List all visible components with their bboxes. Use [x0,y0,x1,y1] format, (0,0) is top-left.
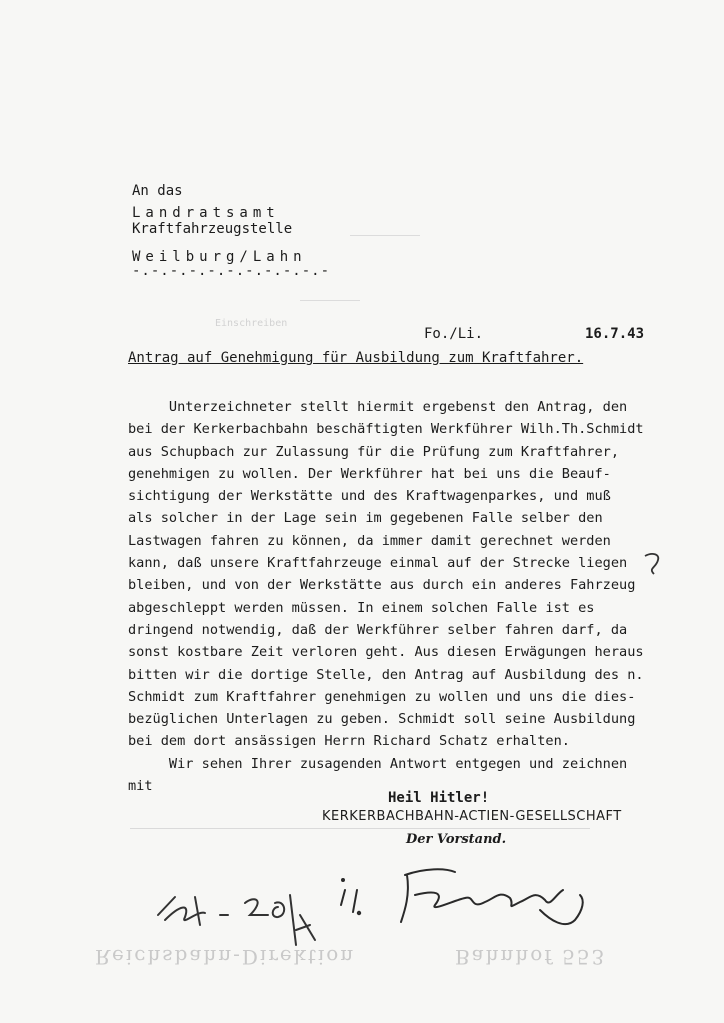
body-line: mit [128,778,153,795]
show-through-text [350,235,420,236]
body-line: dringend notwendig, daß der Werkführer selber fahren darf, da [128,621,628,638]
show-through-text [130,828,590,829]
company-stamp: KERKERBACHBAHN-ACTIEN-GESELLSCHAFT [322,809,622,824]
body-line: bei dem dort ansässigen Herrn Richard Schatz erhalten. [128,733,570,750]
show-through-stamp: Reichsbahn-Direktion [95,945,356,969]
show-through-text: Einschreiben [215,318,288,329]
letter-body [128,396,668,797]
handwritten-mark [640,548,670,578]
body-line: sonst kostbare Zeit verloren geht. Aus diesen Erwägungen heraus [128,644,644,661]
body-line: Schmidt zum Kraftfahrer genehmigen zu wollen und uns die dies- [128,688,636,705]
recipient-address [132,180,330,282]
body-line: kann, daß unsere Kraftfahrzeuge einmal auf der Strecke liegen [128,555,628,572]
body-line: bleiben, und von der Werkstätte aus durch ein anderes Fahrzeug [128,577,636,594]
recipient-office: Landratsamt [132,205,280,221]
body-line: als solcher in der Lage sein im gegebenen Falle selber den [128,510,603,527]
body-line: sichtigung der Werkstätte und des Kraftwagenparkes, und muß [128,488,611,505]
recipient-city: Weilburg/Lahn [132,249,307,265]
show-through-stamp: Bahnhof 553 [455,945,607,969]
reference-initials: Fo./Li. [424,326,484,342]
body-line: bei der Kerkerbachbahn beschäftigten Werkführer Wilh.Th.Schmidt [128,421,644,438]
body-line: aus Schupbach zur Zulassung für die Prüfung zum Kraftfahrer, [128,443,620,460]
closing-greeting: Heil Hitler! [388,790,490,806]
body-line: Wir sehen Ihrer zusagenden Antwort entgegen und zeichnen [128,755,628,772]
body-line: bezüglichen Unterlagen zu geben. Schmidt soll seine Ausbildung [128,711,636,728]
subject-line: Antrag auf Genehmigung für Ausbildung zum Kraftfahrer. [128,350,584,366]
recipient-underline: -.-.-.-.-.-.-.-.-.-.- [132,263,331,279]
recipient-line: An das [132,183,183,199]
body-line: Unterzeichneter stellt hiermit ergebenst den Antrag, den [128,399,628,415]
recipient-department: Kraftfahrzeugstelle [132,221,293,237]
body-line: bitten wir die dortige Stelle, den Antrag auf Ausbildung des n. [128,666,644,683]
body-line: Lastwagen fahren zu können, da immer damit gerechnet werden [128,532,611,549]
letter-date: 16.7.43 [585,326,645,342]
body-line: genehmigen zu wollen. Der Werkführer hat bei uns die Beauf- [128,465,611,482]
show-through-text [300,300,360,301]
handwritten-signature [335,850,595,940]
board-stamp: Der Vorstand. [406,832,507,847]
body-line: abgeschleppt werden müssen. In einem solchen Falle ist es [128,599,595,616]
